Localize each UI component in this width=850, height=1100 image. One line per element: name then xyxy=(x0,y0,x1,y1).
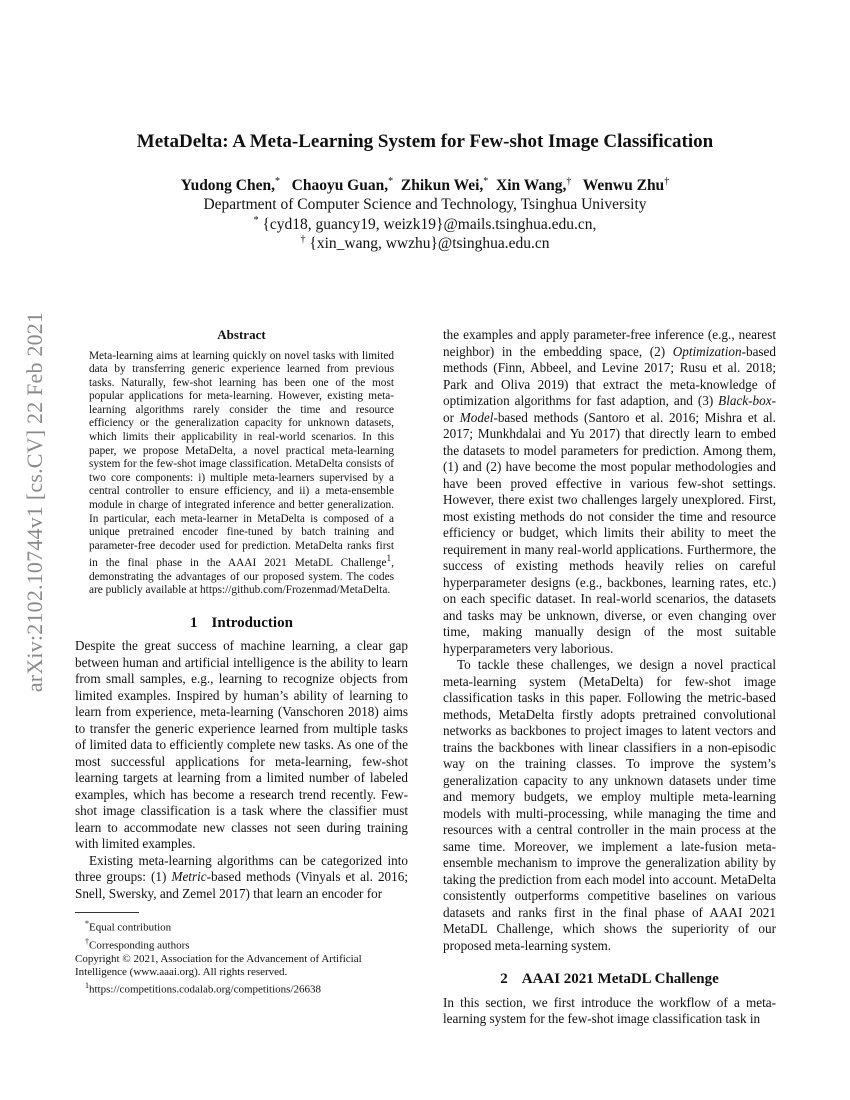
section-title: AAAI 2021 MetaDL Challenge xyxy=(521,971,719,987)
footnote-corresponding xyxy=(75,935,408,953)
intro-paragraph-2-continued xyxy=(443,327,776,657)
author-email-line-2 xyxy=(75,234,775,253)
paragraph-text: -based methods (Santoro et al. 2016; Mishra et al. 2017; Munkhdalai and Yu 2017) that directly learn to embed the datasets to model parameters for prediction. Among them, (1) and (2) have become the most popular methodologies and have been proved effective in various few-shot settings. However, there exist two challenges largely unexplored. First, most existing methods do not consider the time and resource efficiency or budget, which limits their ability to meet the requirement in many real-world applications. Furthermore, the success of existing methods heavily relies on careful hyperparameter designs (e.g., backbones, learning rates, etc.) on each specific dataset. In real-world scenarios, the datasets and tasks may be unknown, diverse, or even changing over time, making manually design of the most suitable hyperparameters very laborious. xyxy=(443,409,776,656)
section-number: 1 xyxy=(190,614,198,631)
footnote-link-text[interactable]: https://competitions.codalab.org/competitions/26638 xyxy=(89,983,321,996)
section-title: Introduction xyxy=(211,614,293,631)
paragraph-text: -based methods (Finn, Abbeel, and Levine 2017; Rusu et al. 2018; Park and Oliva 2019) that extract the meta-knowledge of optimization algorithms for fast adaption, and (3) xyxy=(443,343,776,408)
author-affiliation: Department of Computer Science and Technology, Tsinghua University xyxy=(203,196,647,213)
intro-paragraph-2 xyxy=(75,853,408,903)
footnote-text: Corresponding authors xyxy=(89,939,190,952)
author-name: Wenwu Zhu xyxy=(582,177,665,195)
author-mark: † xyxy=(566,176,572,187)
intro-paragraph-1: Despite the great success of machine learning, a clear gap between human and artificial intelligence is the ability to learn from small samples, e.g., learning to recognize objects from limited examples. Inspired by human’s ability of learning to learn from experience, meta-learning (Vanschoren 2018) aims to transfer the generic experience learned from multiple tasks of limited data to efficiently complete new tasks. As one of the most successful applications for meta-learning, few-shot learning targets at learning from a limited number of labeled examples, which has become a research trend recently. Few-shot image classification is a task where the classifier must learn to accommodate new classes not seen during training with limited examples. xyxy=(75,638,408,852)
emphasis-text: Black-box xyxy=(718,393,772,408)
author-list xyxy=(75,176,775,195)
right-column xyxy=(443,327,776,1028)
email-text: {cyd18, guancy19, weizk19}@mails.tsinghua.edu.cn, xyxy=(262,216,597,234)
arxiv-sidebar-stamp xyxy=(22,296,48,708)
footnote-equal-contribution xyxy=(75,917,408,935)
arxiv-identifier: arXiv:2102.10744v1 [cs.CV] 22 Feb 2021 xyxy=(22,311,47,693)
paragraph-text: - or xyxy=(443,393,776,425)
emphasis-text: Metric xyxy=(171,869,207,885)
paragraph-text: -based methods (Vinyals et al. 2016; Snell, Swersky, and Zemel 2017) that learn an encoder for xyxy=(75,869,408,901)
section2-paragraph-1: In this section, we first introduce the workflow of a meta-learning system for the few-shot image classification task in xyxy=(443,994,776,1026)
email-mark: * xyxy=(253,215,259,226)
author-mark: * xyxy=(483,176,489,187)
footnote-text: Equal contribution xyxy=(89,922,172,935)
footnote-mark: 1 xyxy=(85,980,89,990)
paper-title: MetaDelta: A Meta-Learning System for Few-shot Image Classification xyxy=(136,131,714,152)
copyright-notice: Copyright © 2021, Association for the Advancement of Artificial Intelligence (www.aaai.org). All rights reserved. xyxy=(75,952,362,978)
paragraph-text: the examples and apply parameter-free inference (e.g., nearest neighbor) in the embedding space, (2) xyxy=(443,327,776,359)
abstract-heading: Abstract xyxy=(217,327,266,342)
abstract-text-end: , demonstrating the advantages of our proposed system. The codes are publicly available at https://github.com/Frozenmad/MetaDelta. xyxy=(89,557,394,597)
footnote-mark: * xyxy=(85,919,89,929)
emphasis-text: Optimization xyxy=(672,343,742,359)
footnote-divider xyxy=(75,912,139,913)
footnote-mark: † xyxy=(85,937,89,947)
section-heading-introduction xyxy=(75,615,408,632)
author-mark: * xyxy=(275,176,280,187)
abstract-body xyxy=(89,350,394,598)
footnote-url xyxy=(75,979,408,997)
author-mark: * xyxy=(388,176,394,187)
abstract-text: Meta-learning aims at learning quickly on novel tasks with limited data by transferring generic experience learned from previous tasks. Naturally, few-shot learning has been one of the most popular applications for meta-learning. However, existing meta-learning algorithms rarely consider the time and resource efficiency or the generalization capacity for unknown datasets, which limits their applicability in real-world scenarios. In this paper, we propose MetaDelta, a novel practical meta-learning system for the few-shot image classification. MetaDelta consists of two core components: i) multiple meta-learners supervised by a central controller to ensure efficiency, and ii) a meta-ensemble module in charge of integrated inference and better generalization. In particular, each meta-learner in MetaDelta is composed of a unique pretrained encoder fine-tuned by batch training and parameter-free decoder used for prediction. MetaDelta ranks first in the final phase in the AAAI 2021 MetaDL Challenge xyxy=(89,349,394,570)
intro-paragraph-3: To tackle these challenges, we design a novel practical meta-learning system (MetaDelta) for few-shot image classification tasks in this paper. Following the metric-based methods, MetaDelta firstly adopts pretrained convolutional networks as backbones to project images to latent vectors and trains the backbones with linear classifiers in a non-episodic way on the training classes. To improve the system’s generalization capacity to any unknown datasets under time and memory budgets, we employ multiple meta-learning models with multi-processing, while managing the time and resources with a central controller in the main process at the same time. Moreover, we implement a late-fusion meta-ensemble mechanism to improve the generalization ability by taking the prediction from each model into account. MetaDelta consistently outperforms competitive baselines on various datasets and ranks first in the final phase of AAAI 2021 MetaDL Challenge, which shows the superiority of our proposed meta-learning system. xyxy=(443,657,776,953)
email-mark: † xyxy=(300,234,306,245)
paragraph-text: Existing meta-learning algorithms can be categorized into three groups: (1) xyxy=(75,852,408,885)
author-email-line-1 xyxy=(75,215,775,234)
author-name: Chaoyu Guan, xyxy=(291,177,389,195)
left-column xyxy=(75,327,408,996)
author-name: Yudong Chen, xyxy=(180,177,275,195)
section-number: 2 xyxy=(500,971,508,987)
author-name: Zhikun Wei, xyxy=(400,177,484,195)
footnote-ref: 1 xyxy=(386,554,392,565)
emphasis-text: Model xyxy=(459,409,494,425)
author-mark: † xyxy=(664,176,670,187)
section-heading-challenge xyxy=(443,971,776,988)
author-name: Xin Wang, xyxy=(496,177,567,195)
email-text: {xin_wang, wwzhu}@tsinghua.edu.cn xyxy=(309,235,550,253)
